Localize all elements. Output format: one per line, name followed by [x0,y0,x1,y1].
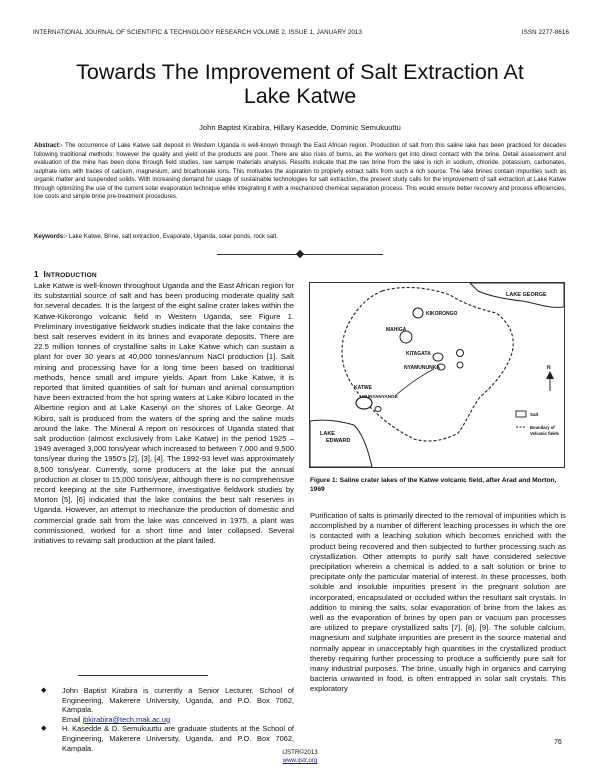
section-title-rest: NTRODUCTION [45,272,97,279]
footer-copyright: IJSTR©2013 [282,749,318,756]
title-line-1: Towards The Improvement of Salt Extraction At [76,60,524,84]
legend-salt-label: Salt [530,412,539,417]
footnote-email-label: Email [62,714,81,724]
section-title-initial: I [43,270,46,279]
label-munyanyange: MUNYANYANGE [362,394,398,399]
label-kitagata: KITAGATA [406,351,431,357]
divider-diamond-icon [296,250,304,258]
kitagata-crater [433,353,443,361]
eastern-crater-1 [457,350,464,357]
keywords [34,233,566,240]
keywords-text: Lake Katwe, Brine, salt extraction, Evaporate, Uganda, solar ponds, rock salt. [68,233,278,240]
bullet-icon: ◆ [41,687,47,694]
footnote-1 [34,686,294,724]
road-line [396,369,434,395]
footnotes [34,686,294,753]
north-arrowhead-icon [546,371,554,379]
legend-boundary-label-1: Boundary of [530,425,555,430]
eastern-crater-2 [457,362,463,368]
footnote-rule [78,675,208,676]
section-heading-introduction [34,270,97,279]
figure-caption: Figure 1: Saline crater lakes of the Katwe volcanic field, after Arad and Morton, 1969 [310,477,557,494]
page-number: 76 [554,739,562,746]
page-footer [0,749,600,765]
body-text-right: Purification of salts is primarily directed to the removal of impurities which is accomplished by a number of different leaching processes in which the ore is contacted with a leaching solution which becomes enriched with the product being recovered and then subjected to further processing such as crystallization. Other attempts to purify salt have considered selective precipitation wherein a chemical is added to a salt solution or brine to precipitate only the particular material of interest. In these processes, both soluble and insoluble impurities present in the pregnant solution are incorporated, encapsulated or occluded within the resultant salt crystals. In addition to mining the salts, solar evaporation of brine from the lakes as well as the evaporation of brines by open pan or vacuum pan processes are utilized to prepare crystallized salts [7], [8], [9]. The soluble calcium, magnesium and sulphate impurities are present in the source material and normally appear in unacceptably high quantities in the crystallized product thereby requiring further processing to produce a sufficiently pure salt for many industrial purposes. The brine, usually high in organics and carrying bacteria unwanted in food, is often entrapped in solar salt crystals. This exploratory [310,511,566,694]
abstract-label: Abstract:- [34,142,63,149]
authors: John Baptist Kirabira, Hillary Kasedde, Dominic Semukuuttu [199,123,401,132]
running-header [33,29,569,41]
footer-url-link[interactable]: www.ijstr.org [282,757,318,764]
crater-lakes-map [310,283,564,467]
label-mahiga: MAHIGA [386,327,407,333]
label-north: N [547,365,551,371]
label-lake-george: LAKE GEORGE [506,292,547,298]
title-line-2: Lake Katwe [243,84,357,108]
author-email-link[interactable]: jbkirabira@tech.mak.ac.ug [82,714,171,724]
legend-salt-swatch [516,411,526,417]
label-lake-edward-1: LAKE [320,431,335,437]
footnote-2-text: H. Kasedde & D. Semukuuttu are graduate students at the School of Engineering, Makerere University, Uganda, and P.O. Box 7062, Kampala. [62,724,294,753]
bullet-icon: ◆ [41,725,47,733]
munyanyange-crater [375,407,381,412]
paper-title [0,60,600,108]
issn: ISSN 2277-8616 [521,29,569,36]
body-text-left: Lake Katwe is well-known throughout Uganda and the East African region for its substantial source of salt and has been producing moderate quality salt for several decades. It is the largest of the eight saline crater lakes within the Katwe-Kikorongo volcanic field in Western Uganda, see Figure 1. Preliminary investigative fieldwork studies indicate that the lake contains the best salt reserves evident in its brines and evaporate deposits. There are 22.5 million tonnes of crystalline salts in Lake Katwe which can sustain a plant for over 30 years at 40,000 tonnes/annum NaCl production [1]. Salt mining and processing have for a long time been based on traditional methods, hence small and impure yields. Apart from Lake Katwe, it is reported that limited quantities of salt for human and animal consumption have been extracted from the hot spring waters at Lake Kibiro located in the Albertine region and at Lake Kasenyi on the shores of Lake George. At Kibiro, salt is produced from the waters of the spring and the saline muds around the lake. The Mineral A report on resources of Uganda stated that salt production (almost exclusively from Lake Katwe) in the period 1925 – 1949 averaged 3,000 tons/year which increased to between 7,000 and 9,500 tons/year during the 1950's [2], [3], [4]. The 1992-93 level was approximately 8,500 tons/year. Currently, some producers at the lake put the annual production at closer to 15,000 tons/year, although there is no comprehensive record keeping at the site Furthermore, investigative fieldwork studies by Morton [5], [6] indicated that the lake contains the best salt reserves in Uganda. However, an attempt to mechanize the production of domestic and commercial grade salt from the lake was conceived in 1975, a plant was commissioned, worked for a short time and later collapsed. Several initiatives to revamp salt production at the plant failed. [34,281,294,546]
footnote-1-text: John Baptist Kirabira is currently a Senior Lecturer, School of Engineering, Makerere University, Uganda, and P.O. Box 7062, Kampala. [62,686,294,715]
figure-map [309,282,565,468]
label-kikorongo: KIKORONGO [426,311,458,317]
kikorongo-crater [413,308,423,318]
keywords-label: Keywords:- [34,233,68,240]
abstract [34,142,566,202]
label-nyamununka: NYAMUNUNKA [404,365,440,371]
journal-header: INTERNATIONAL JOURNAL OF SCIENTIFIC & TECHNOLOGY RESEARCH VOLUME 2, ISSUE 1, JANUARY 2013 [33,29,363,36]
section-number: 1 [34,270,39,279]
abstract-text: The occurrence of Lake Katwe salt deposit in Western Uganda is well-known through the East African region. Production of salt from this saline lake has been practiced for decades following traditional methods; however the quality and yield of the products are poor. There are also risks of burns, as the workers get into direct contact with the brine. Detail assessment and evaluation of the mine has been done through field studies, raw sample materials analysis. Results indicate that the raw brine from the lake is rich in sodium, chloride, potassium, carbonates, sulphate ions with traces of calcium, magnesium, and bicarbonate ions. This motivates the aspiration to properly extract salts from such a rich source. The lake brines contain impurities such as organic matter and suspended solids. With increasing demand for usage of sustainable technologies for salt extraction, the present study calls for the improvement of salt extraction at Lake Katwe through optimizing the use of the current solar evaporation technique while integrating it with a mechanized chemical separation process. This would ensure better recovery and process efficiencies, low costs and simple brine pre-treatment procedures. [34,142,566,201]
legend-boundary-label-2: Volcanic fields [530,431,560,436]
label-katwe: KATWE [354,385,372,391]
label-lake-edward-2: EDWARD [326,438,351,444]
